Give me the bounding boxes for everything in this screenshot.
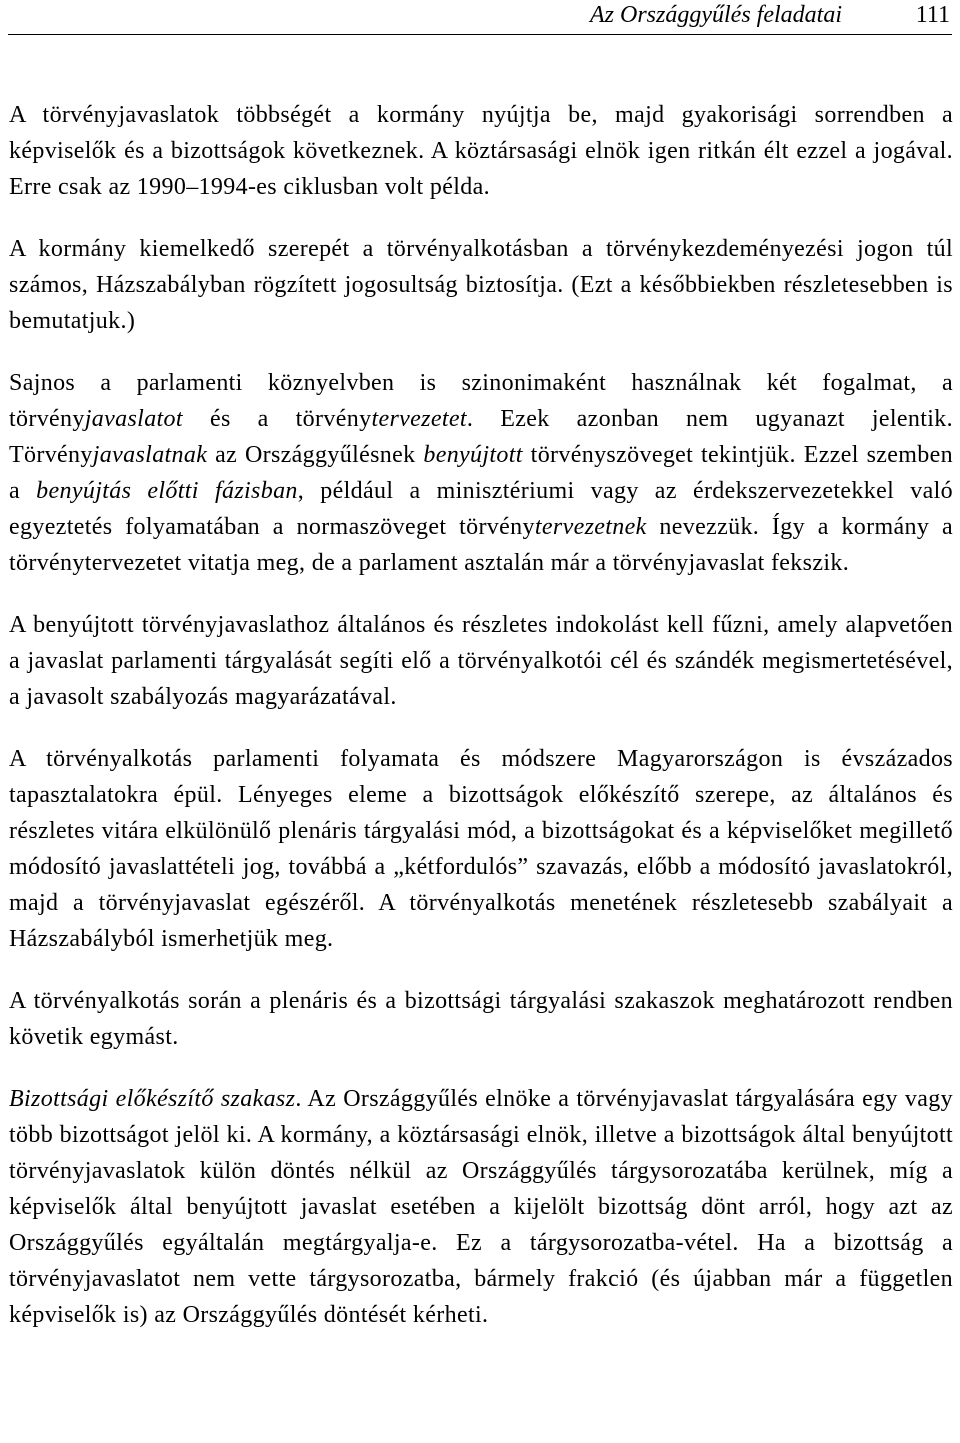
paragraph-7 [9,1081,953,1333]
text-run: és a törvény [182,406,372,432]
italic-run: Bizottsági előkészítő szakasz [9,1086,296,1112]
running-header [8,0,952,35]
text-run: az Országgyűlésnek [207,442,424,468]
text-run: törvényszöveget tekintjük. Ezzel szemben a [9,442,954,504]
text-run: Sajnos a parlamenti köznyelvben is szinonimaként használnak két fogalmat, a törvény [9,370,953,432]
running-header-title: Az Országgyűlés feladatai [590,2,842,28]
text-run: , például a minisztériumi vagy az érdekszervezetekkel való egyeztetés folyamatában a normaszöveget törvény [9,478,953,540]
italic-run: tervezetnek [534,514,647,540]
paragraph-4 [9,607,953,715]
body-text [9,97,953,1359]
paragraph-5 [9,741,953,957]
text-run: A kormány kiemelkedő szerepét a törvényalkotásban a törvénykezdeményezési jogon túl számos, Házszabályban rögzített jogosultság biztosítja. (Ezt a későbbiekben részletesebben is bemutatjuk.) [9,236,953,334]
italic-run: javaslatnak [92,442,208,468]
text-run: nevezzük. Így a kormány a törvénytervezetet vitatja meg, de a parlament asztalán már a törvényjavaslat fekszik. [9,514,953,576]
paragraph-6 [9,983,953,1055]
paragraph-3 [9,365,953,581]
paragraph-2 [9,231,953,339]
italic-run: tervezetet [371,406,467,432]
italic-run: benyújtás előtti fázisban [36,478,298,504]
text-run: . Az Országgyűlés elnöke a törvényjavaslat tárgyalására egy vagy több bizottságot jelöl ki. A kormány, a köztársasági elnök, illetve a bizottságok által benyújtott törvényjavaslatok külön döntés nélkül az Országgyűlés tárgysorozatába kerülnek, míg a képviselők által benyújtott javaslat esetében a kijelölt bizottság dönt arról, hogy azt az Országgyűlés egyáltalán megtárgyalja-e. Ez a tárgysorozatba-vétel. Ha a bizottság a törvényjavaslatot nem vette tárgysorozatba, bármely frakció (és újabban már a független képviselők is) az Országgyűlés döntését kérheti. [9,1086,953,1328]
paragraph-1 [9,97,953,205]
text-run: A törvényalkotás parlamenti folyamata és módszere Magyarországon is évszázados tapasztalatokra épül. Lényeges eleme a bizottságok előkészítő szerepe, az általános és részletes vitára elkülönülő plenáris tárgyalási mód, a bizottságokat és a képviselőket megillető módosító javaslattételi jog, továbbá a „kétfordulós” szavazás, előbb a módosító javaslatokról, majd a törvényjavaslat egészéről. A törvényalkotás menetének részletesebb szabályait a Házszabályból ismerhetjük meg. [9,746,953,952]
text-run: A törvényjavaslatok többségét a kormány nyújtja be, majd gyakorisági sorrendben a képviselők és a bizottságok következnek. A köztársasági elnök igen ritkán élt ezzel a jogával. Erre csak az 1990–1994-es ciklusban volt példa. [9,102,953,200]
text-run: A benyújtott törvényjavaslathoz általános és részletes indokolást kell fűzni, amely alapvetően a javaslat parlamenti tárgyalását segíti elő a törvényalkotói cél és szándék megismertetésével, a javasolt szabályozás magyarázatával. [9,612,953,710]
italic-run: javaslatot [84,406,183,432]
text-run: A törvényalkotás során a plenáris és a bizottsági tárgyalási szakaszok meghatározott rendben követik egymást. [9,988,953,1050]
text-run: . Ezek azonban nem ugyanazt jelentik. Törvény [9,406,953,468]
page-number: 111 [915,2,950,28]
italic-run: benyújtott [423,442,523,468]
